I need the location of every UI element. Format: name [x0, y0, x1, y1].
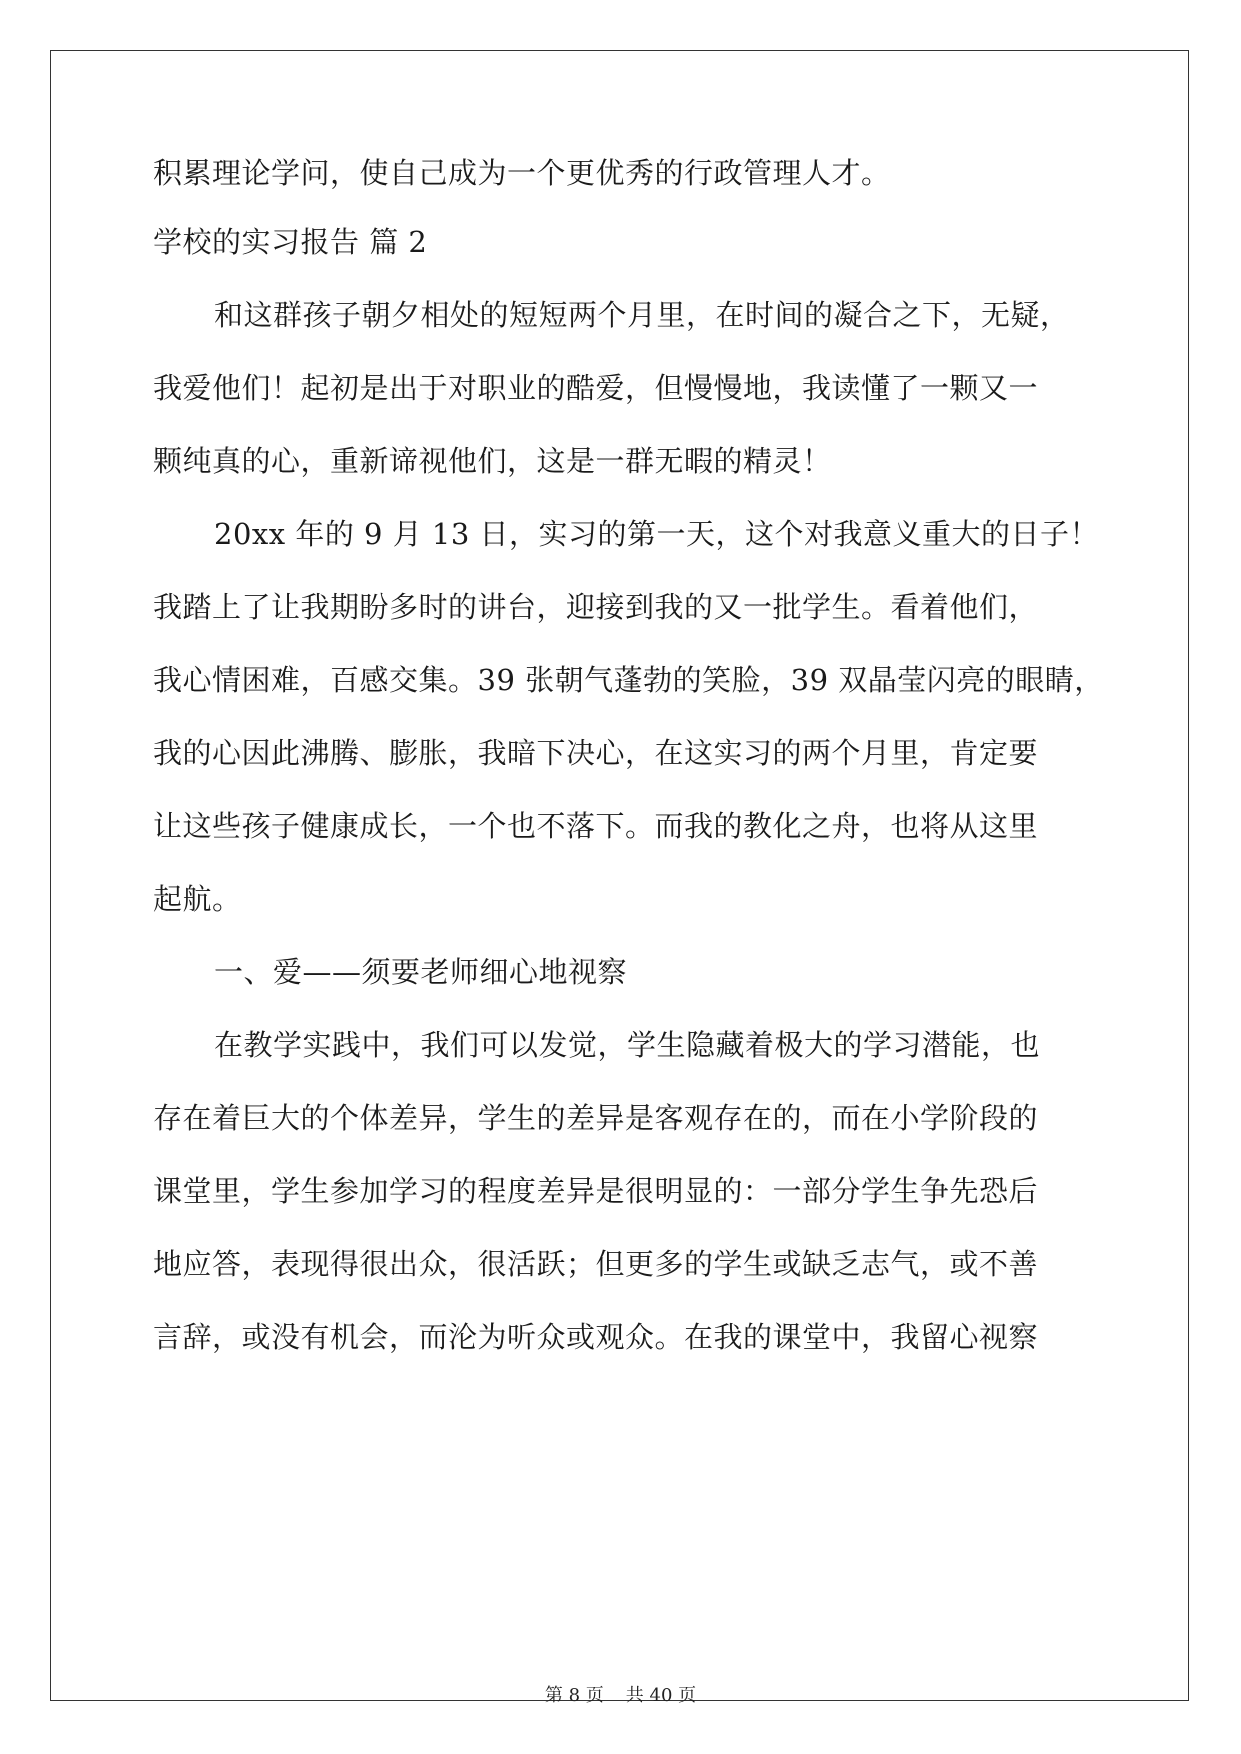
paragraph-line: 20xx 年的 9 月 13 日，实习的第一天，这个对我意义重大的日子！: [214, 517, 1100, 551]
paragraph-line: 起航。: [153, 882, 242, 916]
text-line: 积累理论学问，使自己成为一个更优秀的行政管理人才。: [153, 156, 891, 190]
paragraph-line: 课堂里，学生参加学习的程度差异是很明显的：一部分学生争先恐后: [153, 1174, 1039, 1208]
paragraph-line: 和这群孩子朝夕相处的短短两个月里，在时间的凝合之下，无疑，: [214, 298, 1070, 332]
page-footer: [0, 1684, 1241, 1708]
paragraph-line: 我踏上了让我期盼多时的讲台，迎接到我的又一批学生。看着他们，: [153, 590, 1039, 624]
page-number: 第 8 页: [544, 1685, 604, 1706]
subsection-heading: 一、爱——须要老师细心地视察: [214, 955, 628, 989]
paragraph-line: 让这些孩子健康成长，一个也不落下。而我的教化之舟，也将从这里: [153, 809, 1039, 843]
paragraph-line: 我的心因此沸腾、膨胀，我暗下决心，在这实习的两个月里，肯定要: [153, 736, 1039, 770]
section-heading: 学校的实习报告 篇 2: [153, 225, 428, 259]
paragraph-line: 地应答，表现得很出众，很活跃；但更多的学生或缺乏志气，或不善: [153, 1247, 1039, 1281]
paragraph-line: 颗纯真的心，重新谛视他们，这是一群无暇的精灵！: [153, 444, 832, 478]
page-total: 共 40 页: [625, 1685, 697, 1706]
paragraph-line: 言辞，或没有机会，而沦为听众或观众。在我的课堂中，我留心视察: [153, 1320, 1039, 1354]
paragraph-line: 存在着巨大的个体差异，学生的差异是客观存在的，而在小学阶段的: [153, 1101, 1039, 1135]
paragraph-line: 在教学实践中，我们可以发觉，学生隐藏着极大的学习潜能，也: [214, 1028, 1041, 1062]
paragraph-line: 我爱他们！起初是出于对职业的酷爱，但慢慢地，我读懂了一颗又一: [153, 371, 1039, 405]
paragraph-line: 我心情困难，百感交集。39 张朝气蓬勃的笑脸，39 双晶莹闪亮的眼睛，: [153, 663, 1104, 697]
